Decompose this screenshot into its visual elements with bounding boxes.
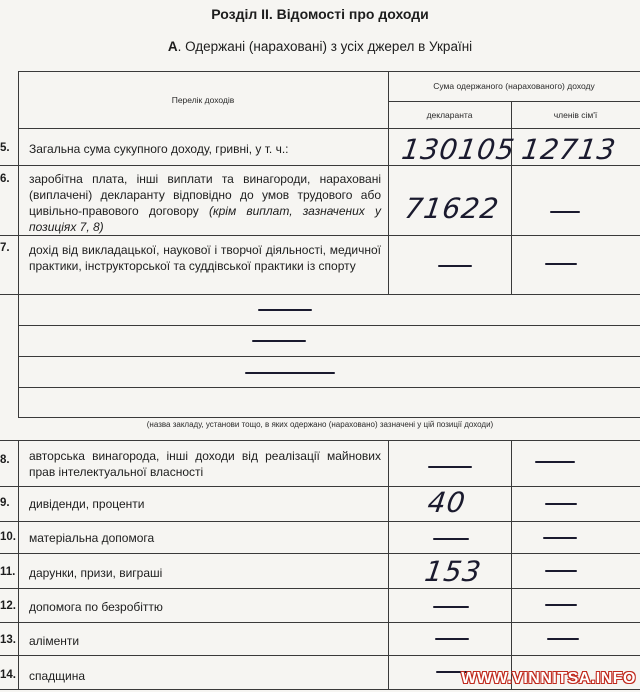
family-dash — [543, 537, 577, 539]
row-label: авторська винагорода, інші доходи від реалізації майнових прав інтелектуальної власності — [29, 449, 381, 479]
family-dash — [545, 570, 577, 572]
row-number: 5. — [0, 142, 10, 154]
col-divider-family — [511, 101, 512, 294]
declarant-dash — [428, 466, 472, 468]
family-dash — [535, 461, 575, 463]
declarant-dash — [433, 538, 469, 540]
row-divider — [0, 440, 640, 441]
row-number: 9. — [0, 497, 10, 509]
row-label: дивіденди, проценти — [29, 497, 145, 511]
header-sum-label: Сума одержаного (нарахованого) доходу — [433, 81, 595, 91]
family-dash — [547, 638, 579, 640]
row-number: 6. — [0, 173, 10, 185]
col-divider-family — [511, 440, 512, 690]
row-label-italic: (крім виплат, зазначених у позиціях 7, 8) — [29, 204, 381, 234]
subsection-text: . Одержані (нараховані) з усіх джерел в Україні — [177, 39, 473, 54]
table-left-border — [18, 71, 19, 417]
declarant-dash — [433, 606, 469, 608]
row-divider — [0, 622, 640, 623]
header-sub-divider — [388, 101, 640, 102]
row-divider — [0, 655, 640, 656]
table-top-border — [18, 71, 640, 72]
row-label: спадщина — [29, 669, 86, 683]
row-label: аліменти — [29, 634, 80, 648]
row-divider — [18, 325, 640, 326]
institution-dash — [252, 340, 306, 342]
declarant-value: 40 — [425, 486, 468, 519]
row-divider — [0, 486, 640, 487]
table-left-border — [18, 440, 19, 690]
header-list-label: Перелік доходів — [171, 95, 235, 105]
declarant-dash — [438, 265, 472, 267]
row-label: допомога по безробіттю — [29, 600, 163, 614]
row-divider — [0, 521, 640, 522]
row-divider — [18, 387, 640, 388]
row-number: 11. — [0, 566, 16, 578]
row-divider — [18, 417, 640, 418]
section-title: Розділ ІІ. Відомості про доходи — [211, 6, 429, 22]
subsection-title — [0, 39, 640, 54]
header-declarant-label: декларанта — [426, 110, 473, 120]
family-value: 12713 — [519, 133, 619, 166]
family-dash — [550, 211, 580, 213]
row-number: 8. — [0, 454, 10, 466]
row-label — [29, 171, 381, 235]
row-number: 12. — [0, 600, 16, 612]
row-divider — [18, 356, 640, 357]
header-bottom-border — [18, 128, 640, 129]
declarant-value: 130105 — [399, 133, 518, 166]
row-label: матеріальна допомога — [29, 531, 155, 545]
row-label: дохід від викладацької, наукової і творчої діяльності, медичної практики, інструкторської та суддівської практики із спорту — [29, 243, 381, 273]
declarant-dash — [435, 638, 469, 640]
row-label-main: заробітна плата, інші виплати та винагороди, нараховані (виплачені) декларанту відповідно до умов трудового або цивільно-правового договору — [29, 172, 381, 218]
row-label: Загальна сума сукупного доходу, гривні, у т. ч.: — [29, 142, 289, 156]
row-divider — [0, 553, 640, 554]
row-number: 13. — [0, 634, 16, 646]
row-number: 14. — [0, 669, 16, 681]
header-family-label: членів сім'ї — [553, 110, 598, 120]
col-divider-text — [388, 71, 389, 294]
family-dash — [545, 503, 577, 505]
row-divider — [0, 588, 640, 589]
site-watermark: WWW.VINNITSA.INFO — [461, 670, 636, 687]
row-divider — [0, 235, 640, 236]
family-dash — [545, 263, 577, 265]
institution-dash — [245, 372, 335, 374]
row-label: дарунки, призи, виграші — [29, 566, 163, 580]
institution-dash — [258, 309, 312, 311]
row-divider — [0, 294, 640, 295]
row-number: 7. — [0, 242, 10, 254]
row-number: 10. — [0, 531, 16, 543]
institution-note: (назва закладу, установи тощо, в яких одержано (нараховано) зазначені у цій позиції доходи) — [146, 420, 494, 429]
row-divider — [0, 689, 640, 690]
family-dash — [545, 604, 577, 606]
declarant-value: 71622 — [402, 192, 502, 225]
declarant-value: 153 — [422, 555, 484, 588]
col-divider-text — [388, 440, 389, 690]
subsection-letter: А — [167, 39, 178, 54]
